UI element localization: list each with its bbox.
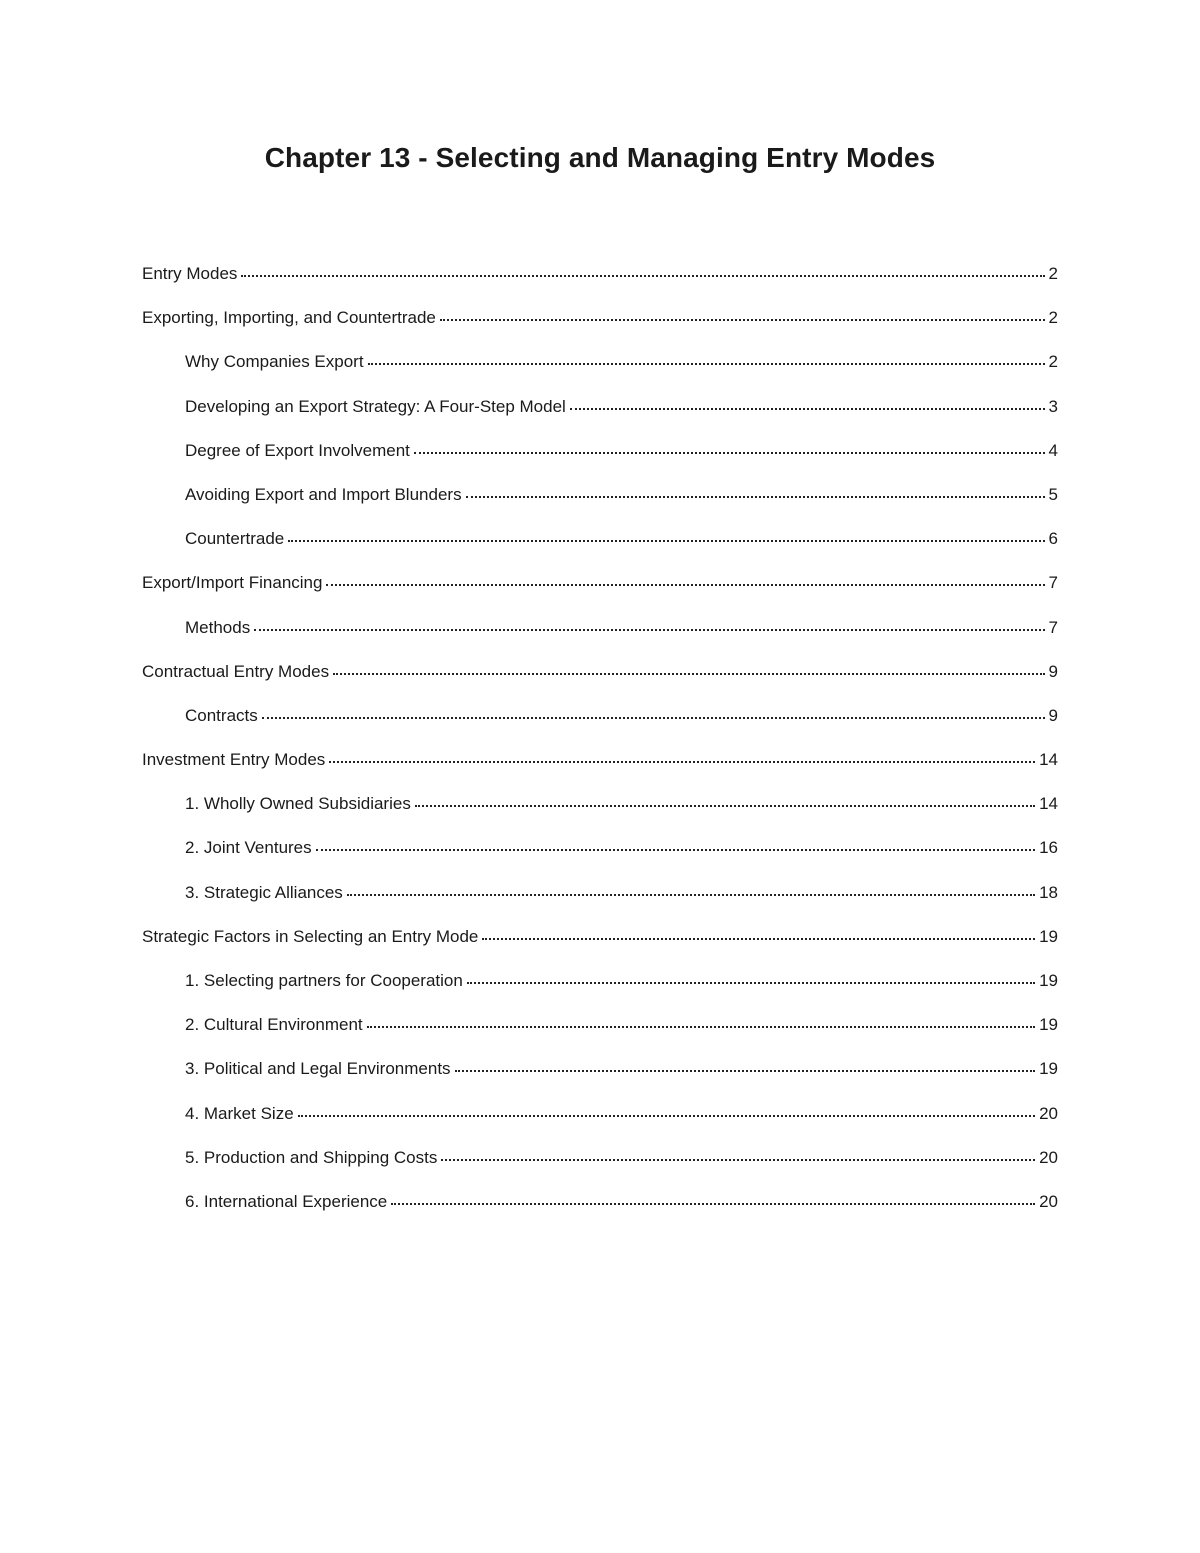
toc-dot-leader xyxy=(440,299,1045,321)
toc-entry-8[interactable] xyxy=(142,566,1058,610)
toc-entry-5[interactable] xyxy=(142,434,1058,478)
toc-dot-leader xyxy=(329,741,1035,763)
toc-entry-7[interactable] xyxy=(142,522,1058,566)
toc-entry-label: 2. Cultural Environment xyxy=(185,1015,363,1035)
toc-entry-21[interactable] xyxy=(142,1141,1058,1185)
toc-entry-page-number: 14 xyxy=(1039,794,1058,814)
toc-entry-page-number: 19 xyxy=(1039,1059,1058,1079)
toc-dot-leader xyxy=(333,653,1044,675)
toc-dot-leader xyxy=(482,918,1035,940)
toc-entry-page-number: 18 xyxy=(1039,882,1058,902)
toc-entry-page-number: 14 xyxy=(1039,750,1058,770)
toc-entry-22[interactable] xyxy=(142,1185,1058,1229)
toc-entry-17[interactable] xyxy=(142,964,1058,1008)
toc-entry-2[interactable] xyxy=(142,301,1058,345)
toc-entry-page-number: 20 xyxy=(1039,1103,1058,1123)
toc-dot-leader xyxy=(241,255,1044,277)
toc-entry-label: Developing an Export Strategy: A Four-Step Model xyxy=(185,396,566,416)
toc-entry-18[interactable] xyxy=(142,1008,1058,1052)
toc-entry-page-number: 9 xyxy=(1048,705,1058,725)
toc-entry-label: Methods xyxy=(185,617,251,637)
toc-entry-page-number: 3 xyxy=(1048,396,1058,416)
toc-entry-label: Avoiding Export and Import Blunders xyxy=(185,484,462,504)
toc-entry-13[interactable] xyxy=(142,787,1058,831)
toc-dot-leader xyxy=(466,476,1045,498)
toc-dot-leader xyxy=(391,1183,1035,1205)
toc-entry-label: Entry Modes xyxy=(142,264,238,283)
toc-dot-leader xyxy=(298,1095,1035,1117)
table-of-contents xyxy=(142,257,1058,1229)
toc-entry-label: Contracts xyxy=(185,705,258,725)
toc-entry-16[interactable] xyxy=(142,920,1058,964)
toc-entry-label: Investment Entry Modes xyxy=(142,750,326,770)
toc-dot-leader xyxy=(254,609,1044,631)
toc-entry-label: 5. Production and Shipping Costs xyxy=(185,1147,438,1167)
toc-entry-label: 3. Political and Legal Environments xyxy=(185,1059,451,1079)
toc-entry-label: 6. International Experience xyxy=(185,1191,388,1211)
toc-entry-3[interactable] xyxy=(142,345,1058,389)
toc-dot-leader xyxy=(368,343,1045,365)
toc-entry-page-number: 2 xyxy=(1048,352,1058,372)
page-title: Chapter 13 - Selecting and Managing Entry Modes xyxy=(264,142,936,173)
toc-entry-page-number: 5 xyxy=(1048,484,1058,504)
toc-entry-page-number: 19 xyxy=(1039,1015,1058,1035)
toc-entry-page-number: 20 xyxy=(1039,1191,1058,1211)
toc-entry-20[interactable] xyxy=(142,1097,1058,1141)
toc-entry-page-number: 19 xyxy=(1039,971,1058,990)
toc-entry-4[interactable] xyxy=(142,390,1058,434)
toc-dot-leader xyxy=(316,829,1035,851)
toc-dot-leader xyxy=(415,785,1035,807)
toc-entry-page-number: 7 xyxy=(1048,617,1058,637)
toc-entry-6[interactable] xyxy=(142,478,1058,522)
toc-entry-10[interactable] xyxy=(142,655,1058,699)
toc-dot-leader xyxy=(467,962,1035,984)
toc-entry-page-number: 19 xyxy=(1039,926,1058,946)
toc-dot-leader xyxy=(367,1006,1035,1028)
toc-dot-leader xyxy=(288,520,1044,542)
toc-entry-label: Contractual Entry Modes xyxy=(142,661,330,681)
toc-entry-page-number: 4 xyxy=(1048,440,1058,460)
toc-entry-page-number: 9 xyxy=(1048,661,1058,681)
toc-entry-label: Why Companies Export xyxy=(185,352,364,372)
toc-entry-page-number: 2 xyxy=(1048,264,1058,283)
toc-entry-label: 3. Strategic Alliances xyxy=(185,882,343,902)
toc-entry-15[interactable] xyxy=(142,876,1058,920)
toc-entry-label: Degree of Export Involvement xyxy=(185,440,410,460)
toc-entry-page-number: 7 xyxy=(1048,573,1058,593)
toc-entry-11[interactable] xyxy=(142,699,1058,743)
toc-dot-leader xyxy=(570,388,1045,410)
toc-entry-page-number: 16 xyxy=(1039,838,1058,858)
toc-entry-label: Countertrade xyxy=(185,529,285,549)
toc-entry-label: 1. Selecting partners for Cooperation xyxy=(185,971,463,990)
toc-entry-1[interactable] xyxy=(142,257,1058,301)
toc-entry-19[interactable] xyxy=(142,1052,1058,1096)
toc-dot-leader xyxy=(347,874,1035,896)
toc-entry-label: Strategic Factors in Selecting an Entry Mode xyxy=(142,926,479,946)
toc-entry-page-number: 6 xyxy=(1048,529,1058,549)
toc-dot-leader xyxy=(455,1050,1036,1072)
toc-entry-14[interactable] xyxy=(142,831,1058,875)
toc-entry-label: 2. Joint Ventures xyxy=(185,838,312,858)
toc-entry-label: Export/Import Financing xyxy=(142,573,323,593)
toc-dot-leader xyxy=(414,432,1045,454)
toc-entry-label: Exporting, Importing, and Countertrade xyxy=(142,308,436,328)
toc-dot-leader xyxy=(262,697,1045,719)
toc-entry-page-number: 2 xyxy=(1048,308,1058,328)
toc-entry-9[interactable] xyxy=(142,611,1058,655)
toc-entry-page-number: 20 xyxy=(1039,1147,1058,1167)
toc-dot-leader xyxy=(441,1139,1035,1161)
toc-dot-leader xyxy=(326,564,1044,586)
toc-entry-12[interactable] xyxy=(142,743,1058,787)
toc-entry-label: 1. Wholly Owned Subsidiaries xyxy=(185,794,411,814)
toc-entry-label: 4. Market Size xyxy=(185,1103,294,1123)
